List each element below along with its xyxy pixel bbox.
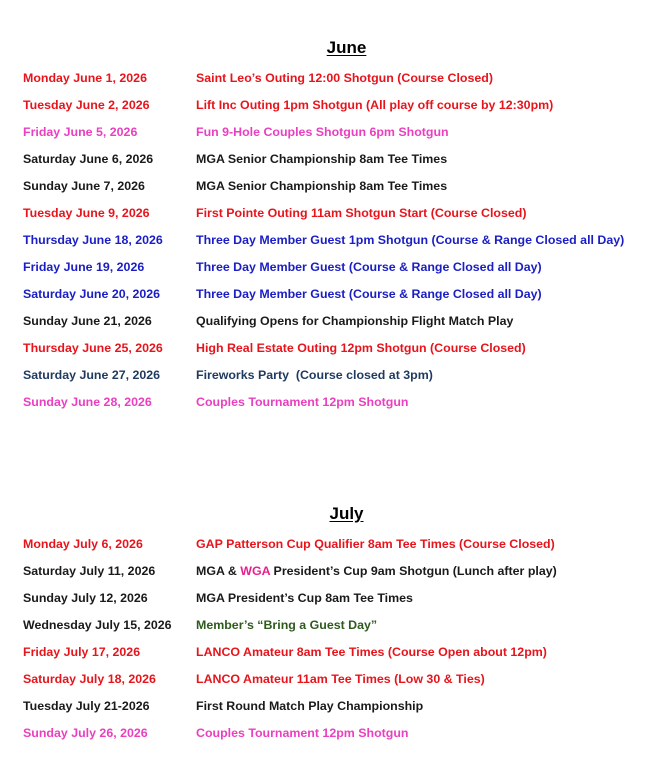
- event-description: MGA President’s Cup 8am Tee Times: [196, 591, 413, 605]
- event-date: Sunday July 12, 2026: [23, 591, 148, 605]
- event-date: Saturday June 20, 2026: [23, 287, 161, 301]
- event-row: [0, 562, 657, 580]
- event-date: Tuesday June 9, 2026: [23, 206, 150, 220]
- event-description: GAP Patterson Cup Qualifier 8am Tee Times (Course Closed): [196, 537, 555, 551]
- event-description: First Pointe Outing 11am Shotgun Start (Course Closed): [196, 206, 527, 220]
- event-row: [0, 366, 657, 384]
- event-date: Friday July 17, 2026: [23, 645, 141, 659]
- event-description: Member’s “Bring a Guest Day”: [196, 618, 378, 632]
- event-date: Saturday June 27, 2026: [23, 368, 161, 382]
- event-row: [0, 643, 657, 661]
- event-row: [0, 724, 657, 742]
- event-row: [0, 177, 657, 195]
- event-date: Sunday June 7, 2026: [23, 179, 145, 193]
- event-description: MGA Senior Championship 8am Tee Times: [196, 179, 448, 193]
- event-row: [0, 123, 657, 141]
- event-description: Three Day Member Guest (Course & Range Closed all Day): [196, 287, 542, 301]
- event-row: [0, 697, 657, 715]
- event-date: Tuesday June 2, 2026: [23, 98, 150, 112]
- event-date: Friday June 19, 2026: [23, 260, 145, 274]
- june-month-title: June: [326, 38, 367, 57]
- event-row: [0, 258, 657, 276]
- event-description: Fun 9-Hole Couples Shotgun 6pm Shotgun: [196, 125, 449, 139]
- event-description: Three Day Member Guest (Course & Range Closed all Day): [196, 260, 542, 274]
- event-description: LANCO Amateur 8am Tee Times (Course Open about 12pm): [196, 645, 547, 659]
- event-date: Saturday July 11, 2026: [23, 564, 156, 578]
- event-row: [0, 393, 657, 411]
- event-date: Saturday July 18, 2026: [23, 672, 156, 686]
- event-description: Fireworks Party (Course closed at 3pm): [196, 368, 433, 382]
- event-description: Three Day Member Guest 1pm Shotgun (Course & Range Closed all Day): [196, 233, 625, 247]
- event-row: [0, 312, 657, 330]
- event-row: [0, 96, 657, 114]
- event-row: [0, 339, 657, 357]
- event-row: [0, 670, 657, 688]
- event-date: Monday July 6, 2026: [23, 537, 143, 551]
- event-row: [0, 285, 657, 303]
- event-row: [0, 535, 657, 553]
- event-description: Qualifying Opens for Championship Flight Match Play: [196, 314, 514, 328]
- event-row: [0, 150, 657, 168]
- event-description: [196, 562, 557, 580]
- event-description: Couples Tournament 12pm Shotgun: [196, 726, 409, 740]
- event-description: Couples Tournament 12pm Shotgun: [196, 395, 409, 409]
- event-row: [0, 204, 657, 222]
- event-date: Wednesday July 15, 2026: [23, 618, 172, 632]
- event-date: Sunday July 26, 2026: [23, 726, 148, 740]
- event-description: LANCO Amateur 11am Tee Times (Low 30 & Ties): [196, 672, 485, 686]
- event-description: High Real Estate Outing 12pm Shotgun (Course Closed): [196, 341, 526, 355]
- event-date: Monday June 1, 2026: [23, 71, 147, 85]
- event-row: [0, 69, 657, 87]
- event-description-highlight: WGA: [240, 564, 271, 578]
- event-date: Sunday June 21, 2026: [23, 314, 152, 328]
- event-row: [0, 589, 657, 607]
- event-description: MGA Senior Championship 8am Tee Times: [196, 152, 448, 166]
- event-description-suffix: President’s Cup 9am Shotgun (Lunch after play): [270, 564, 557, 578]
- event-date: Thursday June 25, 2026: [23, 341, 163, 355]
- event-date: Sunday June 28, 2026: [23, 395, 152, 409]
- event-description: Lift Inc Outing 1pm Shotgun (All play off course by 12:30pm): [196, 98, 554, 112]
- event-description: Saint Leo’s Outing 12:00 Shotgun (Course Closed): [196, 71, 493, 85]
- event-description-prefix: MGA &: [196, 564, 241, 578]
- event-row: [0, 231, 657, 249]
- july-month-title: July: [329, 504, 364, 523]
- event-date: Saturday June 6, 2026: [23, 152, 154, 166]
- event-date: Friday June 5, 2026: [23, 125, 138, 139]
- event-row: [0, 616, 657, 634]
- event-description: First Round Match Play Championship: [196, 699, 424, 713]
- event-date: Thursday June 18, 2026: [23, 233, 163, 247]
- event-date: Tuesday July 21-2026: [23, 699, 150, 713]
